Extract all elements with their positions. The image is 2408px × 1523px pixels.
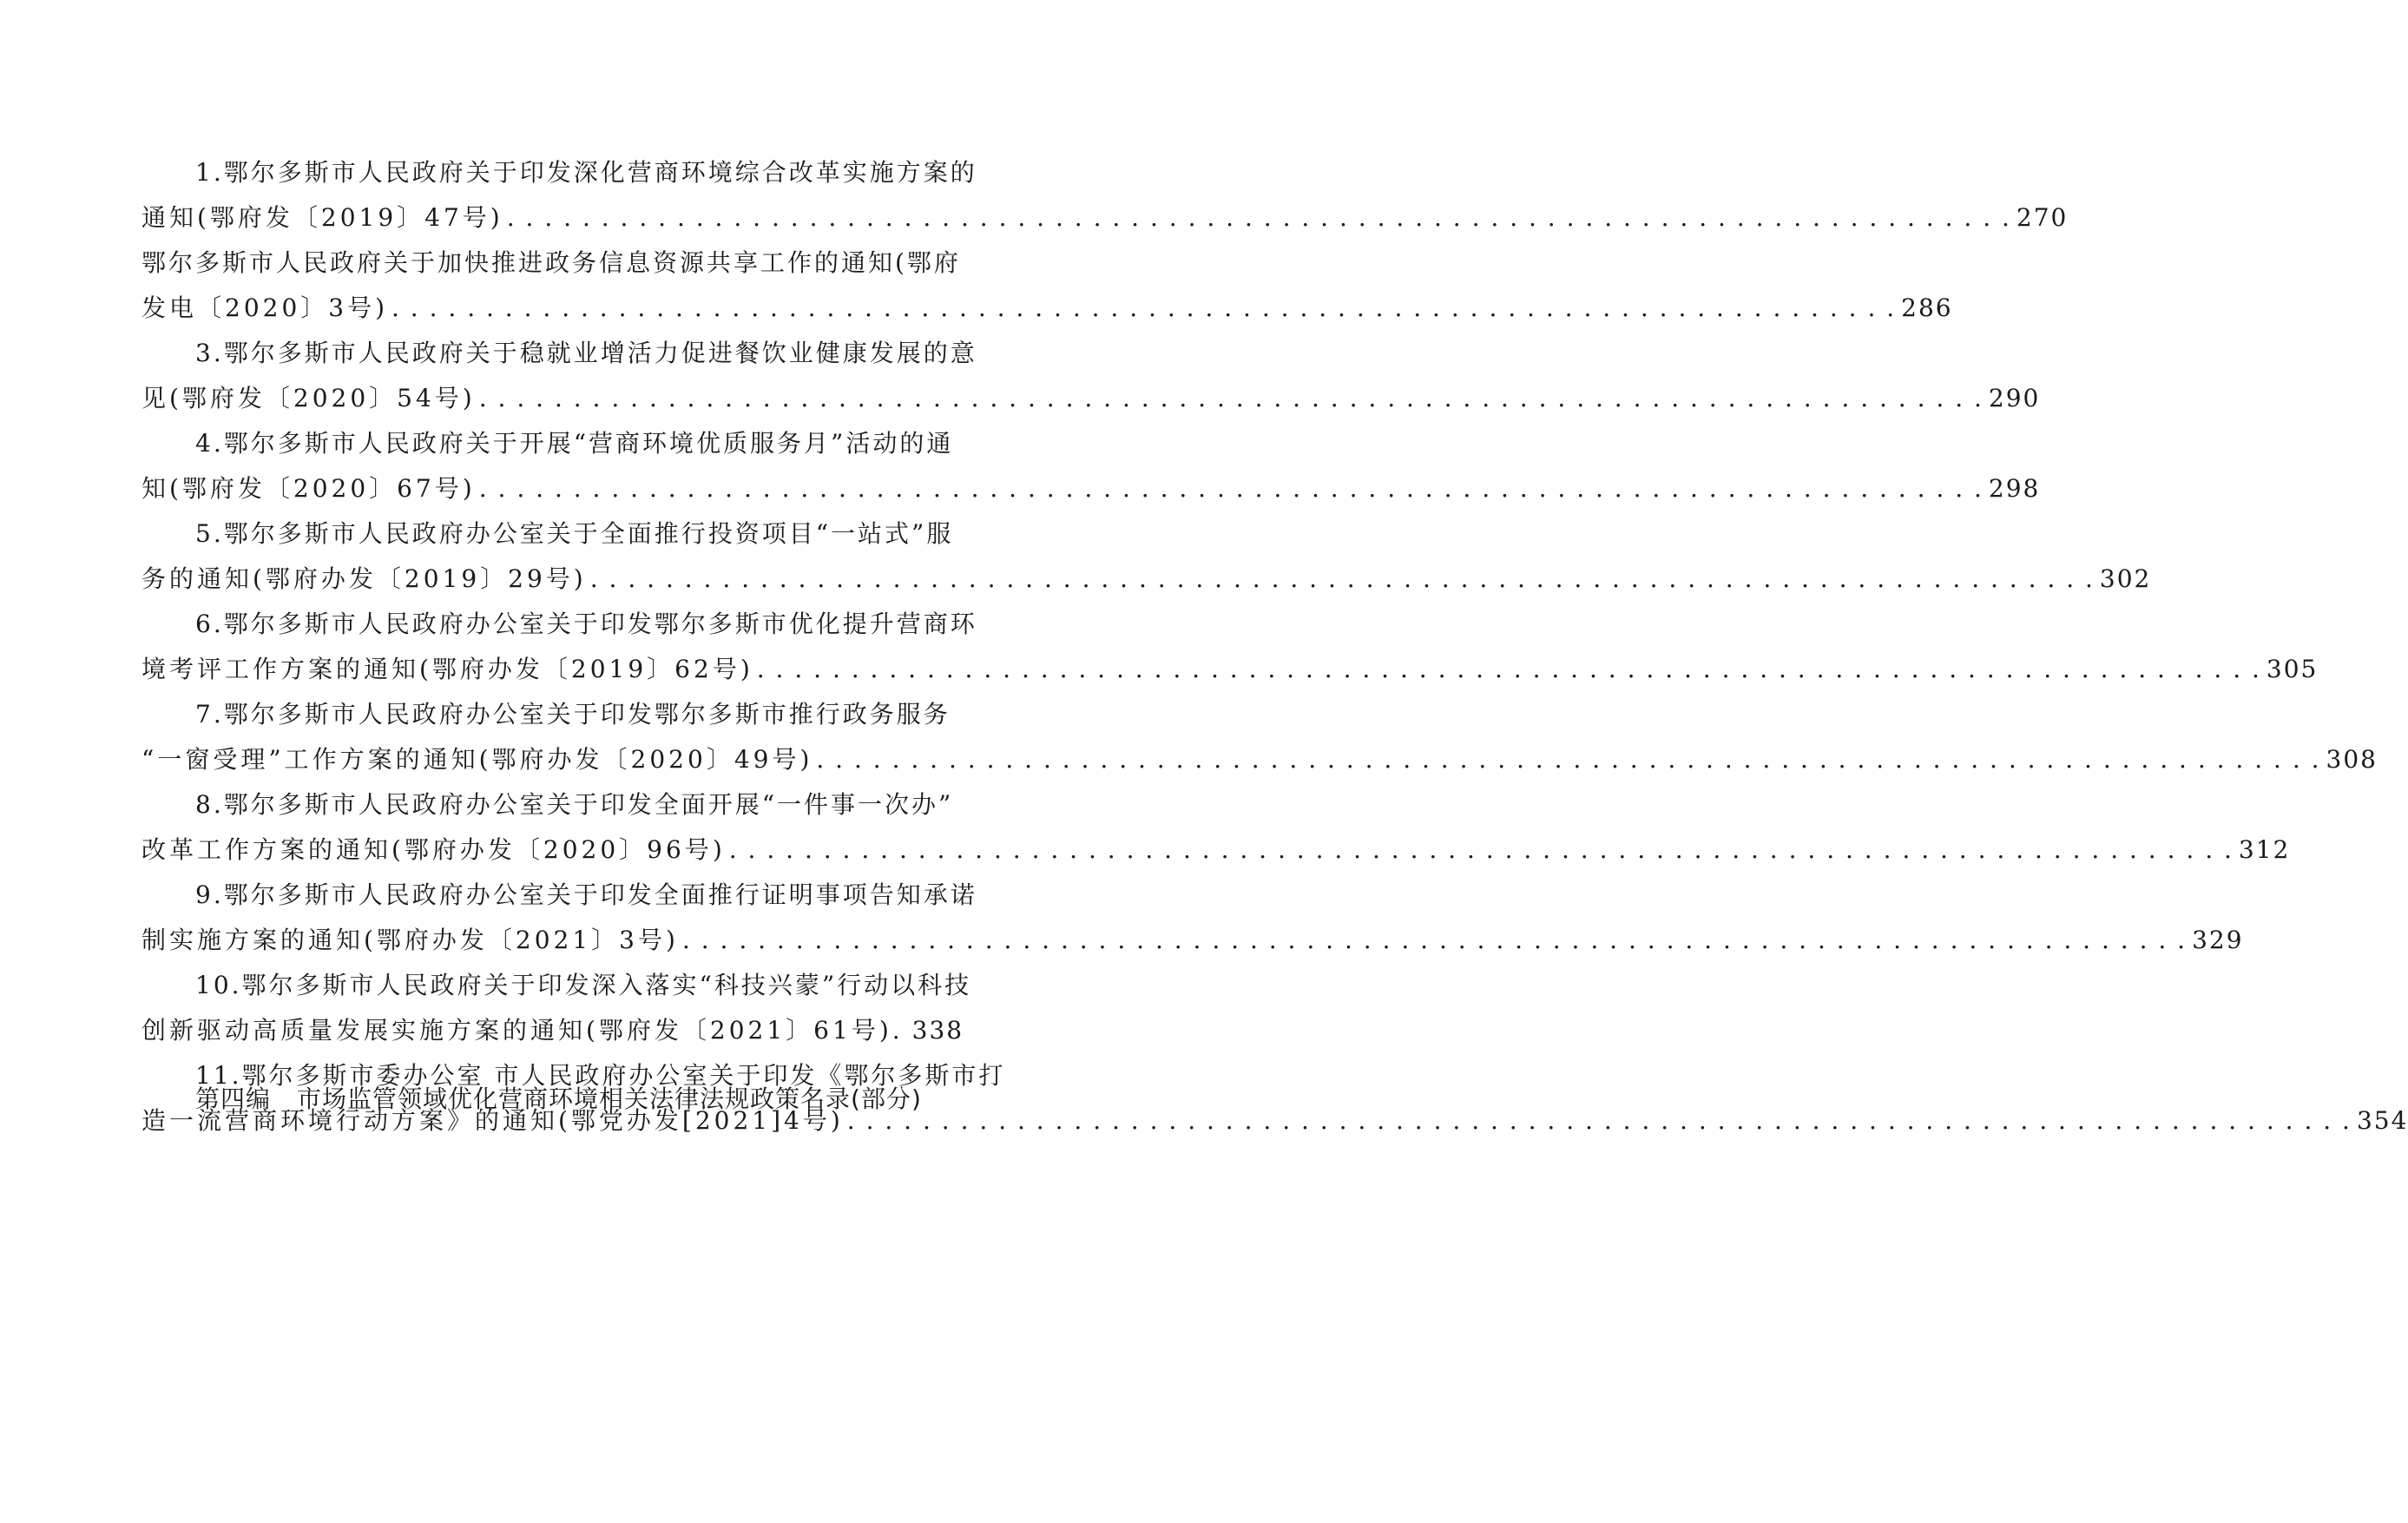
toc-entry-continuation: “一窗受理”工作方案的通知(鄂府办发〔2020〕49号) [141,745,813,774]
toc-entry-continuation: 务的通知(鄂府办发〔2019〕29号) [141,564,587,593]
toc-entry-continuation: 改革工作方案的通知(鄂府办发〔2020〕96号) [141,835,726,864]
toc-entry[interactable] [141,873,2244,963]
toc-page-number: 338 [911,1016,964,1045]
dot-leader [757,647,2261,692]
toc-entry-continuation: 造一流营商环境行动方案》的通知(鄂党办发[2021]4号) [141,1106,844,1135]
toc-entry-continuation: 境考评工作方案的通知(鄂府办发〔2019〕62号) [141,655,753,683]
toc-entry[interactable] [141,331,2041,421]
toc-page-number: 329 [2192,926,2244,954]
toc-entry-continuation: 制实施方案的通知(鄂府办发〔2021〕3号) [141,926,679,954]
toc-entry-title: 1.鄂尔多斯市人民政府关于印发深化营商环境综合改革实施方案的 [195,158,977,187]
dot-leader [729,827,2234,873]
toc-entry-continuation: 通知(鄂府发〔2019〕47号) [141,203,503,232]
toc-page-number: 270 [2016,203,2069,232]
dot-leader [391,286,1896,331]
section-title: 市场监管领域优化营商环境相关法律法规政策名录(部分) [297,1085,922,1113]
toc-page-number: 286 [1901,293,1953,322]
toc-entry[interactable] [141,602,2319,692]
toc-page-number: 354 [2356,1106,2408,1135]
toc-entry-title: 3.鄂尔多斯市人民政府关于稳就业增活力促进餐饮业健康发展的意 [195,339,977,367]
toc-entry[interactable] [141,963,972,1053]
toc-page-number: 298 [1988,474,2041,503]
toc-entry[interactable] [141,782,2291,873]
table-of-contents [141,150,2408,1144]
toc-entry[interactable] [141,511,2152,602]
toc-entry[interactable] [141,692,2378,782]
toc-entry-continuation: 创新驱动高质量发展实施方案的通知(鄂府发〔2021〕61号). [141,1016,904,1045]
toc-entry-title: 11.鄂尔多斯市委办公室 市人民政府办公室关于印发《鄂尔多斯市打 [195,1061,1006,1090]
toc-entry-continuation: 发电〔2020〕3号) [141,293,388,322]
toc-entry-continuation: 见(鄂府发〔2020〕54号) [141,384,476,412]
dot-leader [682,918,2187,963]
toc-page-number: 308 [2326,745,2378,774]
dot-leader [816,737,2320,782]
toc-page-number: 290 [1988,384,2041,412]
dot-leader [479,376,1984,421]
toc-entry-title: 7.鄂尔多斯市人民政府办公室关于印发鄂尔多斯市推行政务服务 [195,700,951,729]
toc-entry-title: 10.鄂尔多斯市人民政府关于印发深入落实“科技兴蒙”行动以科技 [195,971,972,999]
section-heading [195,1077,959,1122]
toc-entry-title: 鄂尔多斯市人民政府关于加快推进政务信息资源共享工作的通知(鄂府 [141,248,961,277]
toc-entry[interactable] [141,421,2041,511]
toc-entry-title: 6.鄂尔多斯市人民政府办公室关于印发鄂尔多斯市优化提升营商环 [195,610,977,638]
toc-page-number: 312 [2238,835,2291,864]
dot-leader [590,557,2095,602]
dot-leader [479,466,1984,511]
toc-entry-title: 4.鄂尔多斯市人民政府关于开展“营商环境优质服务月”活动的通 [195,429,954,458]
dot-leader [507,195,2011,241]
toc-entry-title: 5.鄂尔多斯市人民政府办公室关于全面推行投资项目“一站式”服 [195,519,954,548]
toc-entry[interactable] [141,241,1953,331]
toc-entry-continuation: 知(鄂府发〔2020〕67号) [141,474,476,503]
toc-entry-title: 8.鄂尔多斯市人民政府办公室关于印发全面开展“一件事一次办” [195,790,954,819]
dot-leader [847,1098,2352,1144]
toc-entry-title: 9.鄂尔多斯市人民政府办公室关于印发全面推行证明事项告知承诺 [195,880,977,909]
section-label: 第四编 [195,1085,272,1113]
toc-page-number: 305 [2266,655,2319,683]
toc-entry[interactable] [141,150,2069,241]
toc-page-number: 302 [2099,564,2152,593]
